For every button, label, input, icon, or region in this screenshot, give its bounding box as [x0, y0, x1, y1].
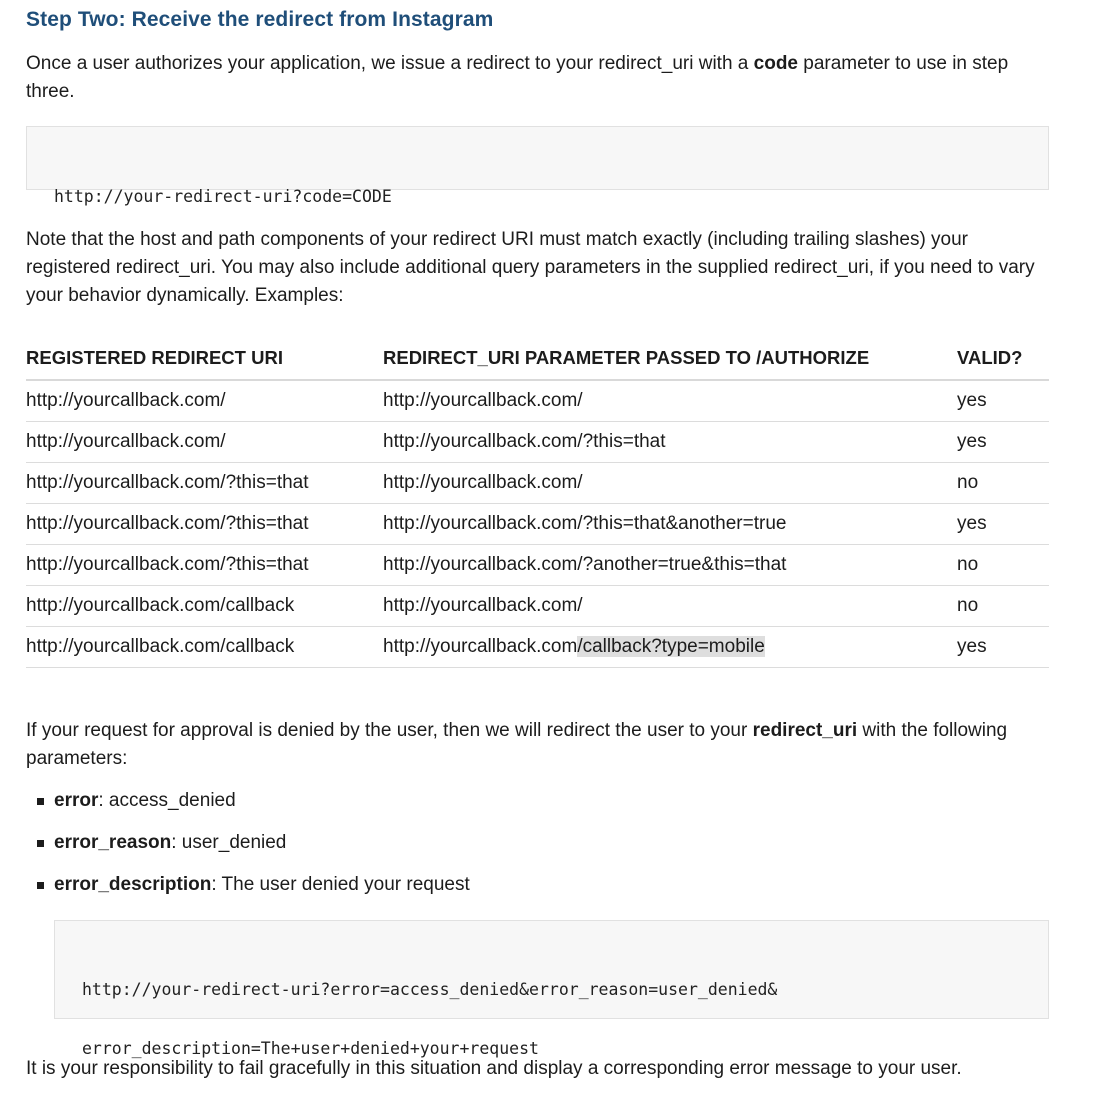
intro-paragraph [26, 50, 1049, 106]
valid-cell: yes [957, 422, 1049, 463]
denied-text-end: with the following parameters: [26, 720, 1008, 769]
table-row [26, 504, 1049, 545]
passed-uri-text: http://yourcallback.com/ [383, 390, 583, 411]
param-value: : user_denied [171, 832, 287, 853]
header-passed-uri: REDIRECT_URI PARAMETER PASSED TO /AUTHORIZE [383, 337, 957, 380]
passed-uri-cell [383, 380, 957, 422]
header-valid: VALID? [957, 337, 1049, 380]
passed-uri-cell [383, 463, 957, 504]
passed-uri-cell [383, 586, 957, 627]
passed-uri-text: http://yourcallback.com/?this=that&another=true [383, 513, 787, 534]
passed-uri-text: http://yourcallback.com/ [383, 472, 583, 493]
list-item [26, 829, 470, 871]
bullet-square-icon [37, 882, 44, 889]
param-value: : The user denied your request [211, 874, 470, 895]
passed-uri-text: http://yourcallback.com/?another=true&this=that [383, 554, 787, 575]
valid-cell: no [957, 463, 1049, 504]
param-name: error [54, 790, 99, 811]
passed-uri-cell [383, 627, 957, 668]
note-paragraph: Note that the host and path components of your redirect URI must match exactly (including trailing slashes) your registered redirect_uri. You may also include additional query parameters in the supplied redirect_uri, if you need to vary your behavior dynamically. Examples: [26, 229, 1035, 306]
selected-text-highlight[interactable]: /callback?type=mobile [577, 636, 765, 657]
section-heading: Step Two: Receive the redirect from Instagram [26, 8, 494, 31]
passed-uri-cell [383, 504, 957, 545]
param-name: error_description [54, 874, 212, 895]
registered-uri-cell: http://yourcallback.com/callback [26, 586, 383, 627]
valid-cell: yes [957, 504, 1049, 545]
registered-uri-cell: http://yourcallback.com/ [26, 380, 383, 422]
denied-text: If your request for approval is denied by the user, then we will redirect the user to your [26, 720, 753, 741]
header-registered-uri: REGISTERED REDIRECT URI [26, 337, 383, 380]
registered-uri-cell: http://yourcallback.com/ [26, 422, 383, 463]
intro-text: Once a user authorizes your application, we issue a redirect to your redirect_uri with a [26, 53, 754, 74]
registered-uri-cell: http://yourcallback.com/?this=that [26, 504, 383, 545]
passed-uri-cell [383, 422, 957, 463]
list-item [26, 871, 470, 913]
passed-uri-text: http://yourcallback.com/?this=that [383, 431, 666, 452]
valid-cell: no [957, 545, 1049, 586]
code-line: error_description=The+user+denied+your+request [82, 1039, 539, 1058]
registered-uri-cell: http://yourcallback.com/callback [26, 627, 383, 668]
bullet-square-icon [37, 840, 44, 847]
redirect-uri-keyword: redirect_uri [752, 720, 858, 741]
param-name: error_reason [54, 832, 172, 853]
table-row [26, 545, 1049, 586]
list-item [26, 787, 470, 829]
table-row [26, 380, 1049, 422]
denied-paragraph [26, 717, 1049, 773]
valid-cell: no [957, 586, 1049, 627]
table-row [26, 586, 1049, 627]
table-row [26, 463, 1049, 504]
closing-paragraph: It is your responsibility to fail gracefully in this situation and display a corresponding error message to your user. [26, 1058, 962, 1079]
param-value: : access_denied [98, 790, 236, 811]
registered-uri-cell: http://yourcallback.com/?this=that [26, 545, 383, 586]
code-keyword: code [753, 53, 798, 74]
intro-text-end: parameter to use in step three. [26, 53, 1009, 102]
error-params-list [26, 787, 470, 913]
code-block-error-redirect [54, 920, 1049, 1058]
valid-cell: yes [957, 380, 1049, 422]
valid-cell: yes [957, 627, 1049, 668]
registered-uri-cell: http://yourcallback.com/?this=that [26, 463, 383, 504]
redirect-examples-table [26, 337, 1049, 668]
passed-uri-cell [383, 545, 957, 586]
passed-uri-text: http://yourcallback.com [383, 636, 578, 657]
code-block-redirect [26, 126, 1049, 206]
code-line: http://your-redirect-uri?error=access_denied&error_reason=user_denied& [82, 980, 778, 999]
bullet-square-icon [37, 798, 44, 805]
passed-uri-text: http://yourcallback.com/ [383, 595, 583, 616]
table-row [26, 627, 1049, 668]
table-row [26, 422, 1049, 463]
code-line: http://your-redirect-uri?code=CODE [54, 187, 392, 206]
table-header-row [26, 337, 1049, 380]
